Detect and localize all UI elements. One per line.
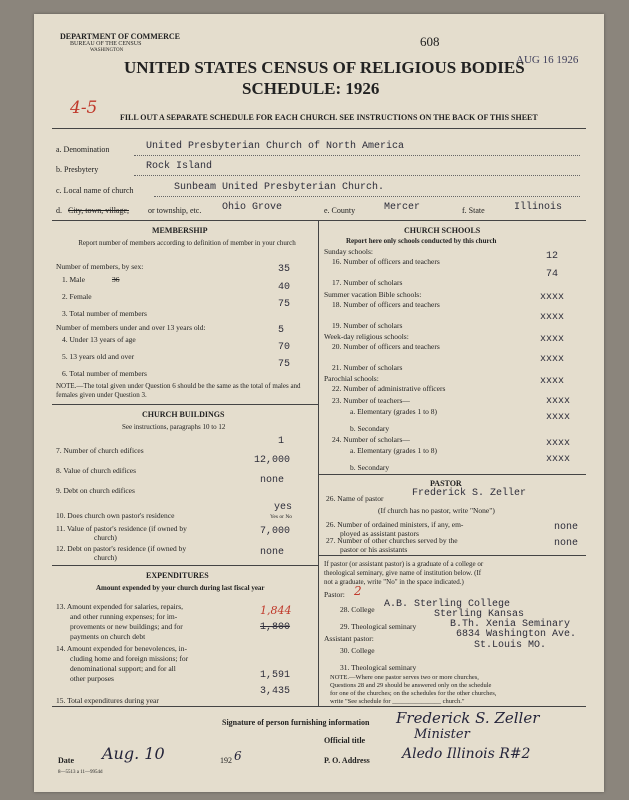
signature: Frederick S. Zeller (396, 709, 540, 727)
form-number: 608 (420, 34, 440, 49)
struck-city-label: City, town, village, (68, 206, 130, 215)
summer-label: Summer vacation Bible schools: (324, 290, 422, 299)
q26b-label: 26. Number of ordained ministers, if any, em- (326, 520, 464, 529)
pastor-sublabel: Pastor: (324, 590, 345, 599)
note-line-3: for one of the churches; on the schedules for the other churches, (330, 690, 497, 697)
q23a-label: a. Elementary (grades 1 to 8) (350, 407, 438, 416)
pastor-note (330, 674, 496, 706)
field-line (134, 175, 580, 176)
received-stamp: AUG 16 1926 (516, 54, 579, 66)
date-label: Date (58, 756, 74, 765)
college-location: Sterling Kansas (434, 609, 525, 620)
note-line-1: NOTE.—Where one pastor serves two or more churches, (330, 674, 479, 681)
schedule-title: SCHEDULE: 1926 (242, 79, 380, 98)
note-line-2: Questions 28 and 29 should be answered only on the schedule (330, 682, 492, 689)
q12-label: 12. Debt on pastor's residence (if owned by (56, 544, 187, 553)
q11-value: 7,000 (260, 526, 291, 537)
q4-label: 4. Under 13 years of age (62, 335, 136, 344)
q6-label: 6. Total number of members (62, 369, 147, 378)
pastor-title: PASTOR (430, 479, 462, 488)
q3-value: 75 (278, 299, 291, 310)
official-title: Minister (414, 727, 470, 742)
q1-value: 35 (278, 264, 291, 275)
membership-intro: Report number of members according to definition of member in your church (78, 239, 296, 247)
q30-label: 30. College (340, 646, 375, 655)
census-schedule-page (34, 14, 604, 792)
red-handwritten-mark: 4-5 (70, 98, 98, 118)
address-line: 6834 Washington Ave. (456, 629, 577, 640)
q26b-label-cont: ployed as assistant pastors (340, 529, 419, 538)
yes-no-hint: Yes or No (270, 514, 293, 520)
q15-value: 3,435 (260, 686, 291, 697)
year-prefix: 192 (220, 756, 232, 765)
q8-label: 8. Value of church edifices (56, 466, 137, 475)
q7-label: 7. Number of church edifices (56, 446, 144, 455)
q4-value: 5 (278, 325, 285, 336)
township-label-prefix: d. (56, 206, 62, 215)
q5-label: 5. 13 years old and over (62, 352, 135, 361)
q26b-value: none (554, 522, 579, 533)
q13-value: 1,800 (260, 622, 291, 633)
graduate-instructions (324, 560, 483, 587)
q24b-label: b. Secondary (350, 463, 390, 472)
q23b-label: b. Secondary (350, 424, 390, 433)
q3-label: 3. Total number of members (62, 309, 147, 318)
q11-label: 11. Value of pastor's residence (if owned by (56, 524, 187, 533)
q16-label: 16. Number of officers and teachers (332, 257, 440, 266)
membership-note: NOTE.—The total given under Question 6 should be the same as the total of males and females given under Question 3. (56, 382, 301, 399)
q20-label: 20. Number of officers and teachers (332, 342, 440, 351)
q13-line-3: provements or new buildings; and for (70, 622, 183, 631)
divider (318, 474, 586, 475)
state-value: Illinois (514, 202, 563, 213)
date-value: Aug. 10 (102, 744, 165, 763)
county-label: e. County (324, 206, 356, 215)
graduate-line-3: not a graduate, write "No" in the space indicated.) (324, 578, 464, 586)
age-label: Number of members under and over 13 years old: (56, 323, 206, 332)
q12-value: none (260, 547, 285, 558)
assistant-pastor-label: Assistant pastor: (324, 634, 374, 643)
q24b-value: xxxx (546, 454, 571, 465)
q12-label-cont: church) (94, 553, 117, 562)
po-address-label: P. O. Address (324, 756, 370, 765)
q1-struck: 36 (112, 275, 120, 284)
q26-label: 26. Name of pastor (326, 494, 384, 503)
q9-value: none (260, 475, 285, 486)
q11-label-cont: church) (94, 533, 117, 542)
buildings-title: CHURCH BUILDINGS (142, 410, 225, 419)
local-name-value: Sunbeam United Presbyterian Church. (174, 182, 385, 193)
po-address: Aledo Illinois R#2 (402, 746, 531, 762)
q27-label-cont: pastor or his assistants (340, 545, 408, 554)
q29-label: 29. Theological seminary (340, 622, 417, 631)
q14-label (56, 644, 188, 684)
q24-label: 24. Number of scholars— (332, 435, 410, 444)
q1-label: 1. Male (62, 275, 85, 284)
q14-line-1: 14. Amount expended for benevolences, in- (56, 644, 188, 653)
q21-value: xxxx (540, 354, 565, 365)
q19-label: 19. Number of scholars (332, 321, 403, 330)
form-code: 8—5513 a 11—9954d (58, 770, 103, 775)
q6-value: 75 (278, 359, 291, 370)
divider (52, 220, 586, 221)
q18-value: xxxx (540, 292, 565, 303)
q17-value: 74 (546, 269, 559, 280)
q28-label: 28. College (340, 605, 375, 614)
bureau-name: BUREAU OF THE CENSUS (70, 41, 142, 47)
presbytery-label: b. Presbytery (56, 165, 99, 174)
signature-label: Signature of person furnishing information (222, 718, 370, 727)
q22-label: 22. Number of administrative officers (332, 384, 446, 393)
local-name-label: c. Local name of church (56, 186, 134, 195)
note-line-4: write "See schedule for _______________ church." (330, 698, 465, 705)
q24a-label: a. Elementary (grades 1 to 8) (350, 446, 438, 455)
divider (52, 565, 318, 566)
expenditures-sub: Amount expended by your church during last fiscal year (96, 584, 265, 592)
q17-label: 17. Number of scholars (332, 278, 403, 287)
weekday-label: Week-day religious schools: (324, 332, 409, 341)
q20-value: xxxx (540, 334, 565, 345)
q23a-value: xxxx (546, 396, 571, 407)
parochial-label: Parochial schools: (324, 374, 379, 383)
divider (52, 128, 586, 129)
schools-title: CHURCH SCHOOLS (404, 226, 481, 235)
membership-title: MEMBERSHIP (152, 226, 208, 235)
q10-value: yes (274, 502, 293, 513)
q14-value: 1,591 (260, 670, 291, 681)
q10-label: 10. Does church own pastor's residence (56, 511, 175, 520)
q15-label: 15. Total expenditures during year (56, 696, 159, 705)
seminary-value: B.Th. Xenia Seminary (450, 619, 571, 630)
divider (318, 555, 586, 556)
q13-label (56, 602, 183, 642)
q14-line-2: cluding home and foreign missions; for (70, 654, 189, 663)
year-digit: 6 (234, 749, 242, 763)
field-line (154, 196, 580, 197)
column-divider (318, 220, 319, 706)
state-label: f. State (462, 206, 485, 215)
county-value: Mercer (384, 202, 421, 213)
divider (52, 404, 318, 405)
form-title: UNITED STATES CENSUS OF RELIGIOUS BODIES (124, 58, 525, 77)
field-line (134, 155, 580, 156)
official-title-label: Official title (324, 736, 366, 745)
address-city: St.Louis MO. (474, 640, 547, 651)
schools-sub: Report here only schools conducted by this church (346, 237, 497, 245)
q5-value: 70 (278, 342, 291, 353)
graduate-line-2: theological seminary, give name of institution below. (If (324, 569, 482, 577)
q13-red-value: 1,844 (260, 604, 292, 617)
q26-hint: (If church has no pastor, write "None") (378, 506, 495, 515)
q2-value: 40 (278, 282, 291, 293)
pastor-name-value: Frederick S. Zeller (412, 488, 527, 499)
divider (52, 706, 586, 707)
q21-label: 21. Number of scholars (332, 363, 403, 372)
college-value: A.B. Sterling College (384, 599, 511, 610)
instructions-line: FILL OUT A SEPARATE SCHEDULE FOR EACH CHURCH. SEE INSTRUCTIONS ON THE BACK OF THIS SHEET (120, 113, 538, 122)
graduate-line-1: If pastor (or assistant pastor) is a graduate of a college or (324, 560, 484, 568)
q13-line-2: and other running expenses; for im- (70, 612, 178, 621)
expenditures-title: EXPENDITURES (146, 571, 209, 580)
q24a-value: xxxx (546, 438, 571, 449)
township-value: Ohio Grove (222, 202, 283, 213)
q27-value: none (554, 538, 579, 549)
q27-label: 27. Number of other churches served by the (326, 536, 458, 545)
presbytery-value: Rock Island (146, 161, 213, 172)
red-pastor-mark: 2 (354, 584, 362, 598)
q2-label: 2. Female (62, 292, 92, 301)
q22-value: xxxx (540, 376, 565, 387)
sunday-label: Sunday schools: (324, 247, 373, 256)
q8-value: 12,000 (254, 455, 291, 466)
q7-value: 1 (278, 436, 285, 447)
q13-line-4: payments on church debt (70, 632, 146, 641)
q18-label: 18. Number of officers and teachers (332, 300, 440, 309)
sex-label: Number of members, by sex: (56, 262, 144, 271)
q13-line-1: 13. Amount expended for salaries, repairs, (56, 602, 184, 611)
q9-label: 9. Debt on church edifices (56, 486, 135, 495)
buildings-sub: See instructions, paragraphs 10 to 12 (122, 423, 226, 431)
bureau-city: WASHINGTON (90, 48, 124, 53)
q16-value: 12 (546, 251, 559, 262)
township-label: or township, etc. (148, 206, 202, 215)
q31-label: 31. Theological seminary (340, 663, 417, 672)
q14-line-3: denominational support; and for all (70, 664, 176, 673)
denomination-value: United Presbyterian Church of North America (146, 141, 405, 152)
q14-line-4: other purposes (70, 674, 114, 683)
denomination-label: a. Denomination (56, 145, 110, 154)
q19-value: xxxx (540, 312, 565, 323)
q23b-value: xxxx (546, 412, 571, 423)
department-name: DEPARTMENT OF COMMERCE (60, 32, 181, 41)
q23-label: 23. Number of teachers— (332, 396, 410, 405)
